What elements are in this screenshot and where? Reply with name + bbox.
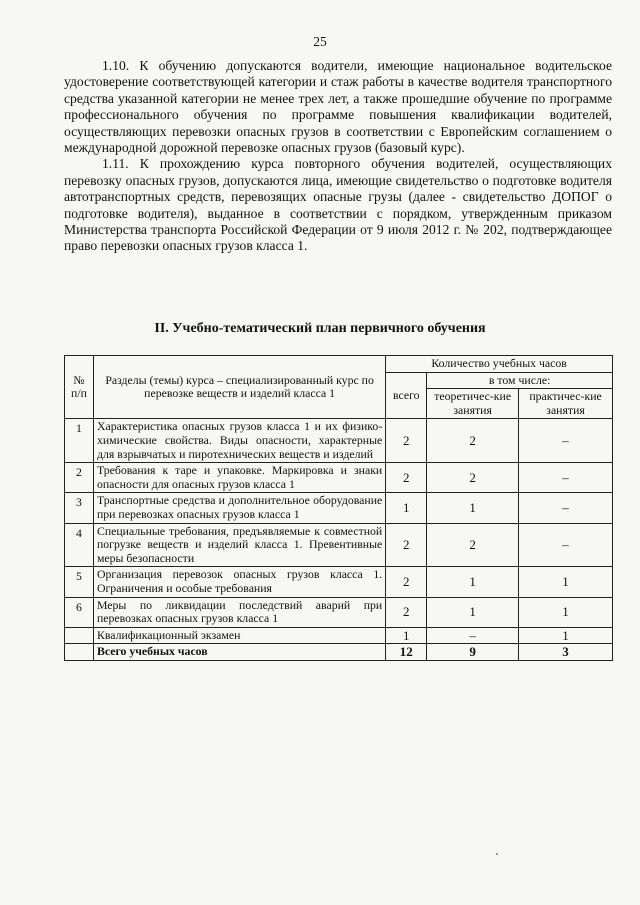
curriculum-table <box>64 355 613 661</box>
row-theory: 2 <box>427 523 519 567</box>
row-practice: – <box>519 463 613 493</box>
table-row <box>65 463 613 493</box>
header-practice: практичес-кие занятия <box>519 389 613 419</box>
header-theory: теоретичес-кие занятия <box>427 389 519 419</box>
header-num: № п/п <box>65 356 94 419</box>
row-practice: 1 <box>519 567 613 597</box>
row-total: 2 <box>386 463 427 493</box>
row-num: 2 <box>65 463 94 493</box>
row-topic: Специальные требования, предъявляемые к совместной погрузке веществ и изделий класса 1. Превентивные меры безопасности <box>93 523 385 567</box>
row-theory: 1 <box>427 597 519 627</box>
body-text <box>64 58 612 255</box>
totals-practice: 3 <box>519 644 613 661</box>
row-theory: 2 <box>427 419 519 463</box>
row-theory: 1 <box>427 567 519 597</box>
row-num <box>65 627 94 644</box>
totals-row <box>65 644 613 661</box>
table-row <box>65 627 613 644</box>
table-row <box>65 419 613 463</box>
row-num: 4 <box>65 523 94 567</box>
scan-speck <box>496 853 498 855</box>
totals-label: Всего учебных часов <box>93 644 385 661</box>
table-header-row <box>65 356 613 373</box>
row-total: 2 <box>386 567 427 597</box>
row-theory: 2 <box>427 463 519 493</box>
row-total: 1 <box>386 493 427 523</box>
row-num: 1 <box>65 419 94 463</box>
header-total: всего <box>386 372 427 419</box>
row-total: 2 <box>386 523 427 567</box>
row-theory: – <box>427 627 519 644</box>
table-row <box>65 493 613 523</box>
row-num: 5 <box>65 567 94 597</box>
page-number: 25 <box>313 34 327 49</box>
row-num: 6 <box>65 597 94 627</box>
row-practice: – <box>519 419 613 463</box>
section-title: II. Учебно-тематический план первичного обучения <box>154 321 486 336</box>
row-topic: Транспортные средства и дополнительное оборудование при перевозках опасных грузов класса 1 <box>93 493 385 523</box>
table-row <box>65 567 613 597</box>
totals-total: 12 <box>386 644 427 661</box>
row-practice: 1 <box>519 627 613 644</box>
row-total: 2 <box>386 419 427 463</box>
row-num: 3 <box>65 493 94 523</box>
row-practice: – <box>519 493 613 523</box>
row-practice: 1 <box>519 597 613 627</box>
totals-num <box>65 644 94 661</box>
row-topic: Меры по ликвидации последствий аварий при перевозках опасных грузов класса 1 <box>93 597 385 627</box>
row-total: 2 <box>386 597 427 627</box>
row-topic: Организация перевозок опасных грузов класса 1. Ограничения и особые требования <box>93 567 385 597</box>
table-row <box>65 523 613 567</box>
header-hours: Количество учебных часов <box>386 356 613 373</box>
row-theory: 1 <box>427 493 519 523</box>
paragraph-1-10: 1.10. К обучению допускаются водители, имеющие национальное водительское удостоверение соответствующей категории и стаж работы в качестве водителя транспортного средства указанной категории не менее трех лет, а также прошедшие обучение по программе профессионального обучения по программе повышения квалификации водителей, осуществляющих перевозки опасных грузов в соответствии с Европейским соглашением о международной дорожной перевозке опасных грузов (базовый курс). <box>64 58 612 156</box>
header-including: в том числе: <box>427 372 613 389</box>
row-total: 1 <box>386 627 427 644</box>
table-row <box>65 597 613 627</box>
paragraph-1-11: 1.11. К прохождению курса повторного обучения водителей, осуществляющих перевозку опасных грузов, допускаются лица, имеющие свидетельство о подготовке водителя автотранспортных средств, перевозящих опасные грузы (далее - свидетельство ДОПОГ о подготовке водителя), выданное в соответствии с порядком, утвержденным приказом Министерства транспорта Российской Федерации от 9 июля 2012 г. № 202, подтверждающее право перевозки опасных грузов класса 1. <box>64 156 612 254</box>
row-topic: Требования к таре и упаковке. Маркировка и знаки опасности для опасных грузов класса 1 <box>93 463 385 493</box>
row-topic: Характеристика опасных грузов класса 1 и их физико-химические свойства. Виды опасности, характерные для взрывчатых и пиротехнических веществ и изделий <box>93 419 385 463</box>
header-topic: Разделы (темы) курса – специализированный курс по перевозке веществ и изделий класса 1 <box>93 356 385 419</box>
totals-theory: 9 <box>427 644 519 661</box>
row-practice: – <box>519 523 613 567</box>
row-topic: Квалификационный экзамен <box>93 627 385 644</box>
